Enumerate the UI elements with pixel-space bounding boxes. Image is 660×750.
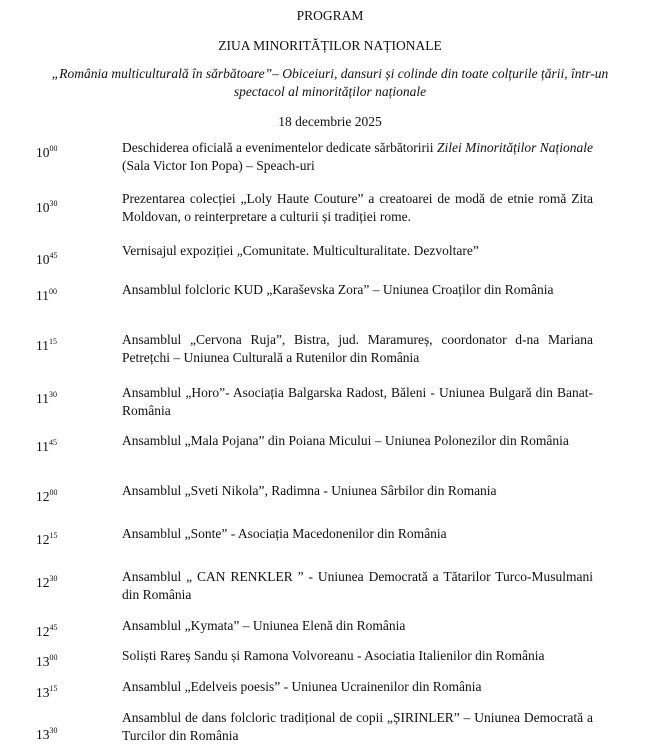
time-hour: 12 xyxy=(36,489,50,504)
time-minute: 00 xyxy=(49,144,58,153)
schedule-time xyxy=(36,251,58,270)
schedule-time xyxy=(36,390,57,409)
time-hour: 11 xyxy=(36,439,49,454)
schedule-description xyxy=(122,139,593,175)
time-hour: 11 xyxy=(36,391,49,406)
event-subtitle: „România multiculturală în sărbătoare”– Obiceiuri, dansuri și colinde din toate colțurile țării, într-un spectacol al minorităților naționale xyxy=(51,66,609,99)
time-minute: 30 xyxy=(49,199,58,208)
description-text: Ansamblul folcloric KUD „Karaševska Zora” – Uniunea Croaților din România xyxy=(122,282,554,297)
schedule-description xyxy=(122,432,593,450)
description-text: Ansamblul „Sonte” - Asociația Macedonenilor din România xyxy=(122,526,447,541)
schedule-time xyxy=(36,287,57,306)
time-minute: 00 xyxy=(49,653,58,662)
schedule-time xyxy=(36,684,58,703)
schedule-time xyxy=(36,199,58,218)
description-text: Prezentarea colecției „Loly Haute Couture” a creatoarei de modă de etnie romă Zita Moldovan, o reinterpretare a culturii și tradiției rome. xyxy=(122,191,593,224)
time-hour: 11 xyxy=(36,338,49,353)
time-minute: 30 xyxy=(49,726,58,735)
time-minute: 45 xyxy=(49,438,57,447)
description-text: Ansamblul „Horo”- Asociația Balgarska Radost, Băleni - Uniunea Bulgară din Banat-România xyxy=(122,385,593,418)
description-text: Vernisajul expoziției „Comunitate. Multiculturalitate. Dezvoltare” xyxy=(122,243,479,258)
schedule-description xyxy=(122,525,593,543)
page-title: ZIUA MINORITĂȚILOR NAȚIONALE xyxy=(218,38,442,53)
schedule-time xyxy=(36,726,58,745)
time-hour: 10 xyxy=(36,145,50,160)
time-hour: 11 xyxy=(36,288,49,303)
schedule-time xyxy=(36,574,58,593)
description-text: Ansamblul de dans folcloric tradițional de copii „ȘIRINLER” – Uniunea Democrată a Turcilor din România xyxy=(122,710,593,743)
time-hour: 13 xyxy=(36,654,50,669)
time-minute: 15 xyxy=(49,531,58,540)
time-hour: 10 xyxy=(36,252,50,267)
description-text: Soliști Rareș Sandu și Ramona Volvoreanu - Asociatia Italienilor din România xyxy=(122,648,545,663)
description-text: Ansamblul „Mala Pojana” din Poiana Micului – Uniunea Polonezilor din România xyxy=(122,433,569,448)
time-minute: 45 xyxy=(49,251,58,260)
time-minute: 30 xyxy=(49,390,57,399)
schedule-description xyxy=(122,190,593,226)
schedule-time xyxy=(36,337,57,356)
description-text: Ansamblul „Edelveis poesis” - Uniunea Ucrainenilor din România xyxy=(122,679,482,694)
event-date: 18 decembrie 2025 xyxy=(278,114,382,129)
time-hour: 13 xyxy=(36,685,50,700)
description-emphasis: Zilei Minorităților Naționale xyxy=(436,140,593,155)
description-text: Deschiderea oficială a evenimentelor dedicate sărbătoririi xyxy=(122,140,437,155)
time-hour: 13 xyxy=(36,727,50,742)
program-heading: PROGRAM xyxy=(296,8,364,23)
schedule-description xyxy=(122,482,593,500)
description-text: Ansamblul „Cervona Ruja”, Bistra, jud. Maramureș, coordonator d-na Mariana Petrețchi – Uniunea Culturală a Rutenilor din România xyxy=(122,332,593,365)
schedule-description xyxy=(122,281,593,299)
schedule-time xyxy=(36,144,58,163)
time-minute: 30 xyxy=(49,574,58,583)
time-minute: 45 xyxy=(49,623,58,632)
time-hour: 10 xyxy=(36,200,50,215)
description-text: Ansamblul „Kymata” – Uniunea Elenă din România xyxy=(122,618,406,633)
schedule-description xyxy=(122,678,593,696)
time-minute: 15 xyxy=(49,684,58,693)
schedule-description xyxy=(122,242,593,260)
schedule-description xyxy=(122,384,593,420)
schedule-description xyxy=(122,617,593,635)
schedule-description xyxy=(122,647,593,665)
schedule-description xyxy=(122,568,593,604)
description-text: Ansamblul „ CAN RENKLER ” - Uniunea Democrată a Tătarilor Turco-Musulmani din România xyxy=(122,569,593,602)
time-minute: 00 xyxy=(49,287,57,296)
time-minute: 00 xyxy=(49,488,58,497)
schedule-description xyxy=(122,331,593,367)
time-minute: 15 xyxy=(49,337,57,346)
time-hour: 12 xyxy=(36,532,50,547)
schedule-time xyxy=(36,653,58,672)
schedule-time xyxy=(36,438,57,457)
schedule-time xyxy=(36,531,58,550)
description-text: (Sala Victor Ion Popa) – Speach-uri xyxy=(122,158,315,173)
schedule-time xyxy=(36,488,58,507)
schedule-description xyxy=(122,709,593,745)
time-hour: 12 xyxy=(36,624,50,639)
schedule-time xyxy=(36,623,58,642)
time-hour: 12 xyxy=(36,575,50,590)
description-text: Ansamblul „Sveti Nikola”, Radimna - Uniunea Sârbilor din Romania xyxy=(122,483,497,498)
